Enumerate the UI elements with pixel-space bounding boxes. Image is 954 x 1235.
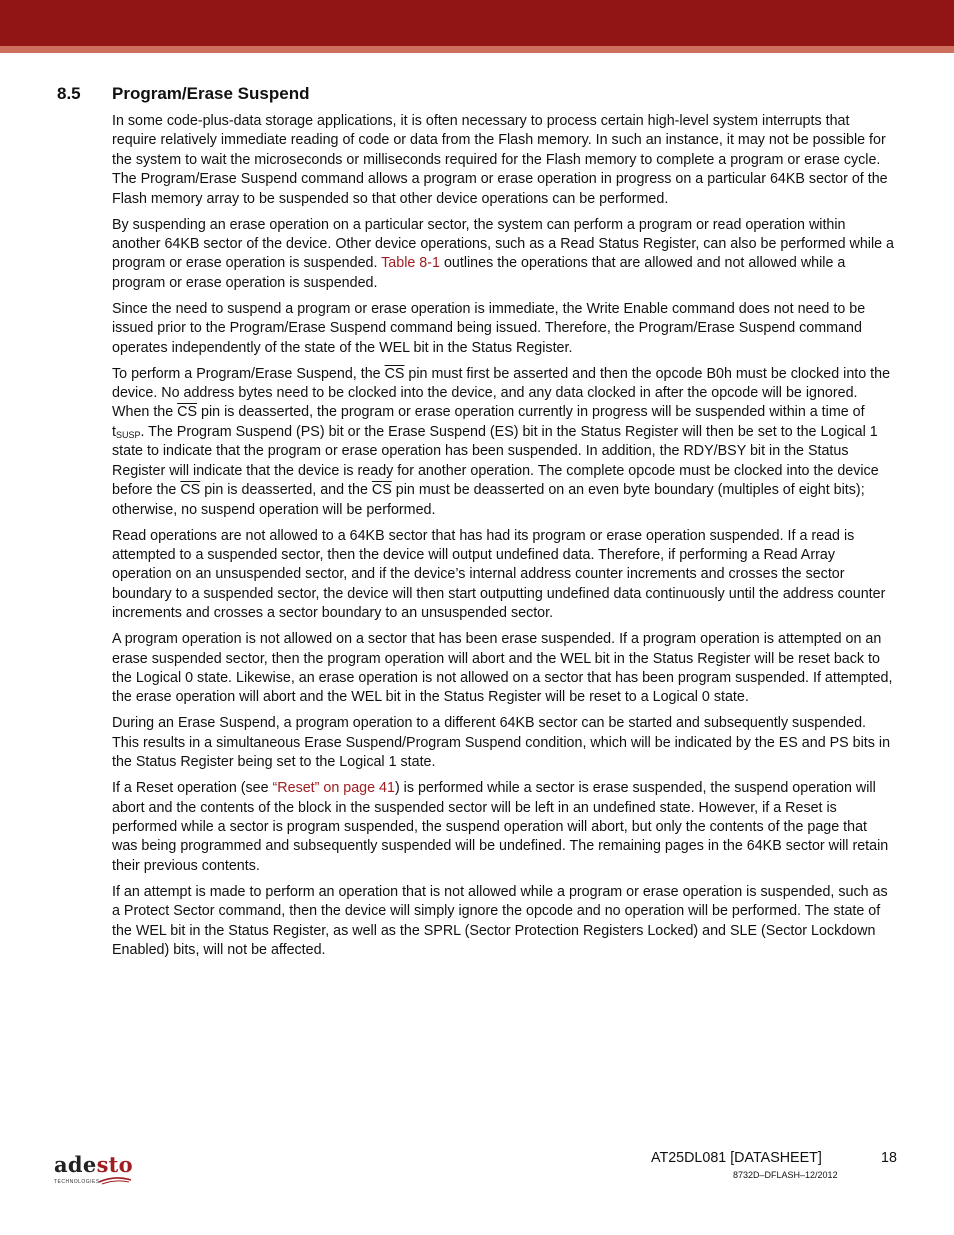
adesto-logo <box>54 1152 136 1188</box>
text-run: pin must be deasserted on an even byte boundary (multiples of eight bits); otherwise, no suspend operation will be performed. <box>112 482 865 518</box>
section-heading <box>57 82 309 106</box>
logo-swoosh-icon <box>98 1176 132 1186</box>
cs-signal: $\overline{CS}$ <box>371 482 392 499</box>
text-run: If a Reset operation (see <box>112 780 273 797</box>
paragraph: Read operations are not allowed to a 64KB sector that has had its program or erase operation suspended. If a read is attempted to a suspended sector, then the device will output undefined data. Therefore, if performing a Read Array operation on an unsuspended sector, and if the device’s internal address counter increments and crosses the sector boundary to a suspended sector, the device will then start outputting undefined data continuously until the address counter increments and crosses a sector boundary to an unsuspended sector. <box>112 527 886 622</box>
paragraph <box>112 779 896 876</box>
cs-signal: $\overline{CS}$ <box>180 482 201 499</box>
text-run: pin must first be asserted and then the opcode B0h must be clocked into the device. No address bytes need to be clocked into the device, and any data clocked in after the opcode will be ignored. When the <box>112 365 891 421</box>
paragraph: A program operation is not allowed on a sector that has been erase suspended. If a program operation is attempted on an erase suspended sector, then the program operation will abort and the WEL bit in the Status Register will be reset back to the Logical 0 state. Likewise, an erase operation is not allowed on a sector that has been program suspended. If attempted, the erase operation will abort and the WEL bit in the Status Register will be reset to a Logical 0 state. <box>112 631 893 706</box>
text-run: By suspending an erase operation on a particular sector, the system can perform a program or read operation within another 64KB sector of the device. Other device operations, such as a Read Status Register, can also be performed while a program or erase operation is suspended. <box>112 216 895 272</box>
table-8-1-link[interactable]: Table 8-1 <box>381 255 440 272</box>
text-run: . The Program Suspend (PS) bit or the Erase Suspend (ES) bit in the Status Register will then be set to the Logical 1 state to indicate that the program or erase operation has been suspended. In addition, the RDY/BSY bit in the Status Register will indicate that the device is ready for another operation. The complete opcode must be clocked into the device before the <box>112 423 879 499</box>
text-run: ) is performed while a sector is erase suspended, the suspend operation will abort and the contents of the block in the suspended sector will be left in an undefined state. However, if a Reset is performed while a sector is program suspended, the suspend operation will abort, but only the contents of the page that was being programmed and subsequently suspended will be undefined. The remaining pages in the 64KB sector will retain their previous contents. <box>112 780 889 874</box>
text-run: To perform a Program/Erase Suspend, the <box>112 365 385 382</box>
section-number: 8.5 <box>57 84 81 103</box>
cs-signal: $\overline{CS}$ <box>177 404 198 421</box>
doc-title: AT25DL081 [DATASHEET] <box>651 1150 822 1166</box>
tsusp-subscript: SUSP <box>115 429 141 440</box>
paragraph: If an attempt is made to perform an operation that is not allowed while a program or erase operation is suspended, such as a Protect Sector command, then the device will simply ignore the opcode and no operation will be performed. The state of the WEL bit in the Status Register, as well as the SPRL (Sector Protection Registers Locked) and SLE (Sector Lockdown Enabled) bits, will not be affected. <box>112 883 888 958</box>
text-run: pin is deasserted, the program or erase operation currently in progress will be suspended within a time of t <box>112 404 865 440</box>
logo-wordmark-accent: sto <box>96 1152 133 1177</box>
logo-wordmark-main: ade <box>54 1152 97 1177</box>
header-band <box>0 0 954 46</box>
section-body <box>112 112 896 967</box>
reset-page-41-link[interactable]: “Reset” on page 41 <box>272 780 395 797</box>
paragraph: Since the need to suspend a program or erase operation is immediate, the Write Enable command does not need to be issued prior to the Program/Erase Suspend command being issued. Therefore, the Program/Erase Suspend command operates independently of the state of the WEL bit in the Status Register. <box>112 300 866 356</box>
logo-tagline: TECHNOLOGIES <box>54 1179 100 1185</box>
logo-wordmark <box>54 1152 133 1177</box>
page-number: 18 <box>881 1150 897 1166</box>
header-accent-band <box>0 46 954 53</box>
text-run: pin is deasserted, and the <box>200 482 372 499</box>
cs-signal: $\overline{CS}$ <box>384 365 405 382</box>
text-run: outlines the operations that are allowed and not allowed while a program or erase operation is suspended. <box>112 255 846 291</box>
section-title: Program/Erase Suspend <box>112 84 310 103</box>
paragraph: During an Erase Suspend, a program operation to a different 64KB sector can be started and subsequently suspended. This results in a simultaneous Erase Suspend/Program Suspend condition, which will be indicated by the ES and PS bits in the Status Register being set to the Logical 1 state. <box>112 715 891 771</box>
paragraph: In some code-plus-data storage applications, it is often necessary to process certain high-level system interrupts that require relatively immediate reading of code or data from the Flash memory. In such an instance, it may not be possible for the system to wait the microseconds or milliseconds required for the Flash memory to complete a program or erase cycle. The Program/Erase Suspend command allows a program or erase operation in progress on a particular 64KB sector of the Flash memory array to be suspended so that other device operations can be performed. <box>112 113 888 207</box>
doc-code: 8732D–DFLASH–12/2012 <box>733 1170 838 1180</box>
paragraph <box>112 216 896 294</box>
paragraph <box>112 365 896 520</box>
